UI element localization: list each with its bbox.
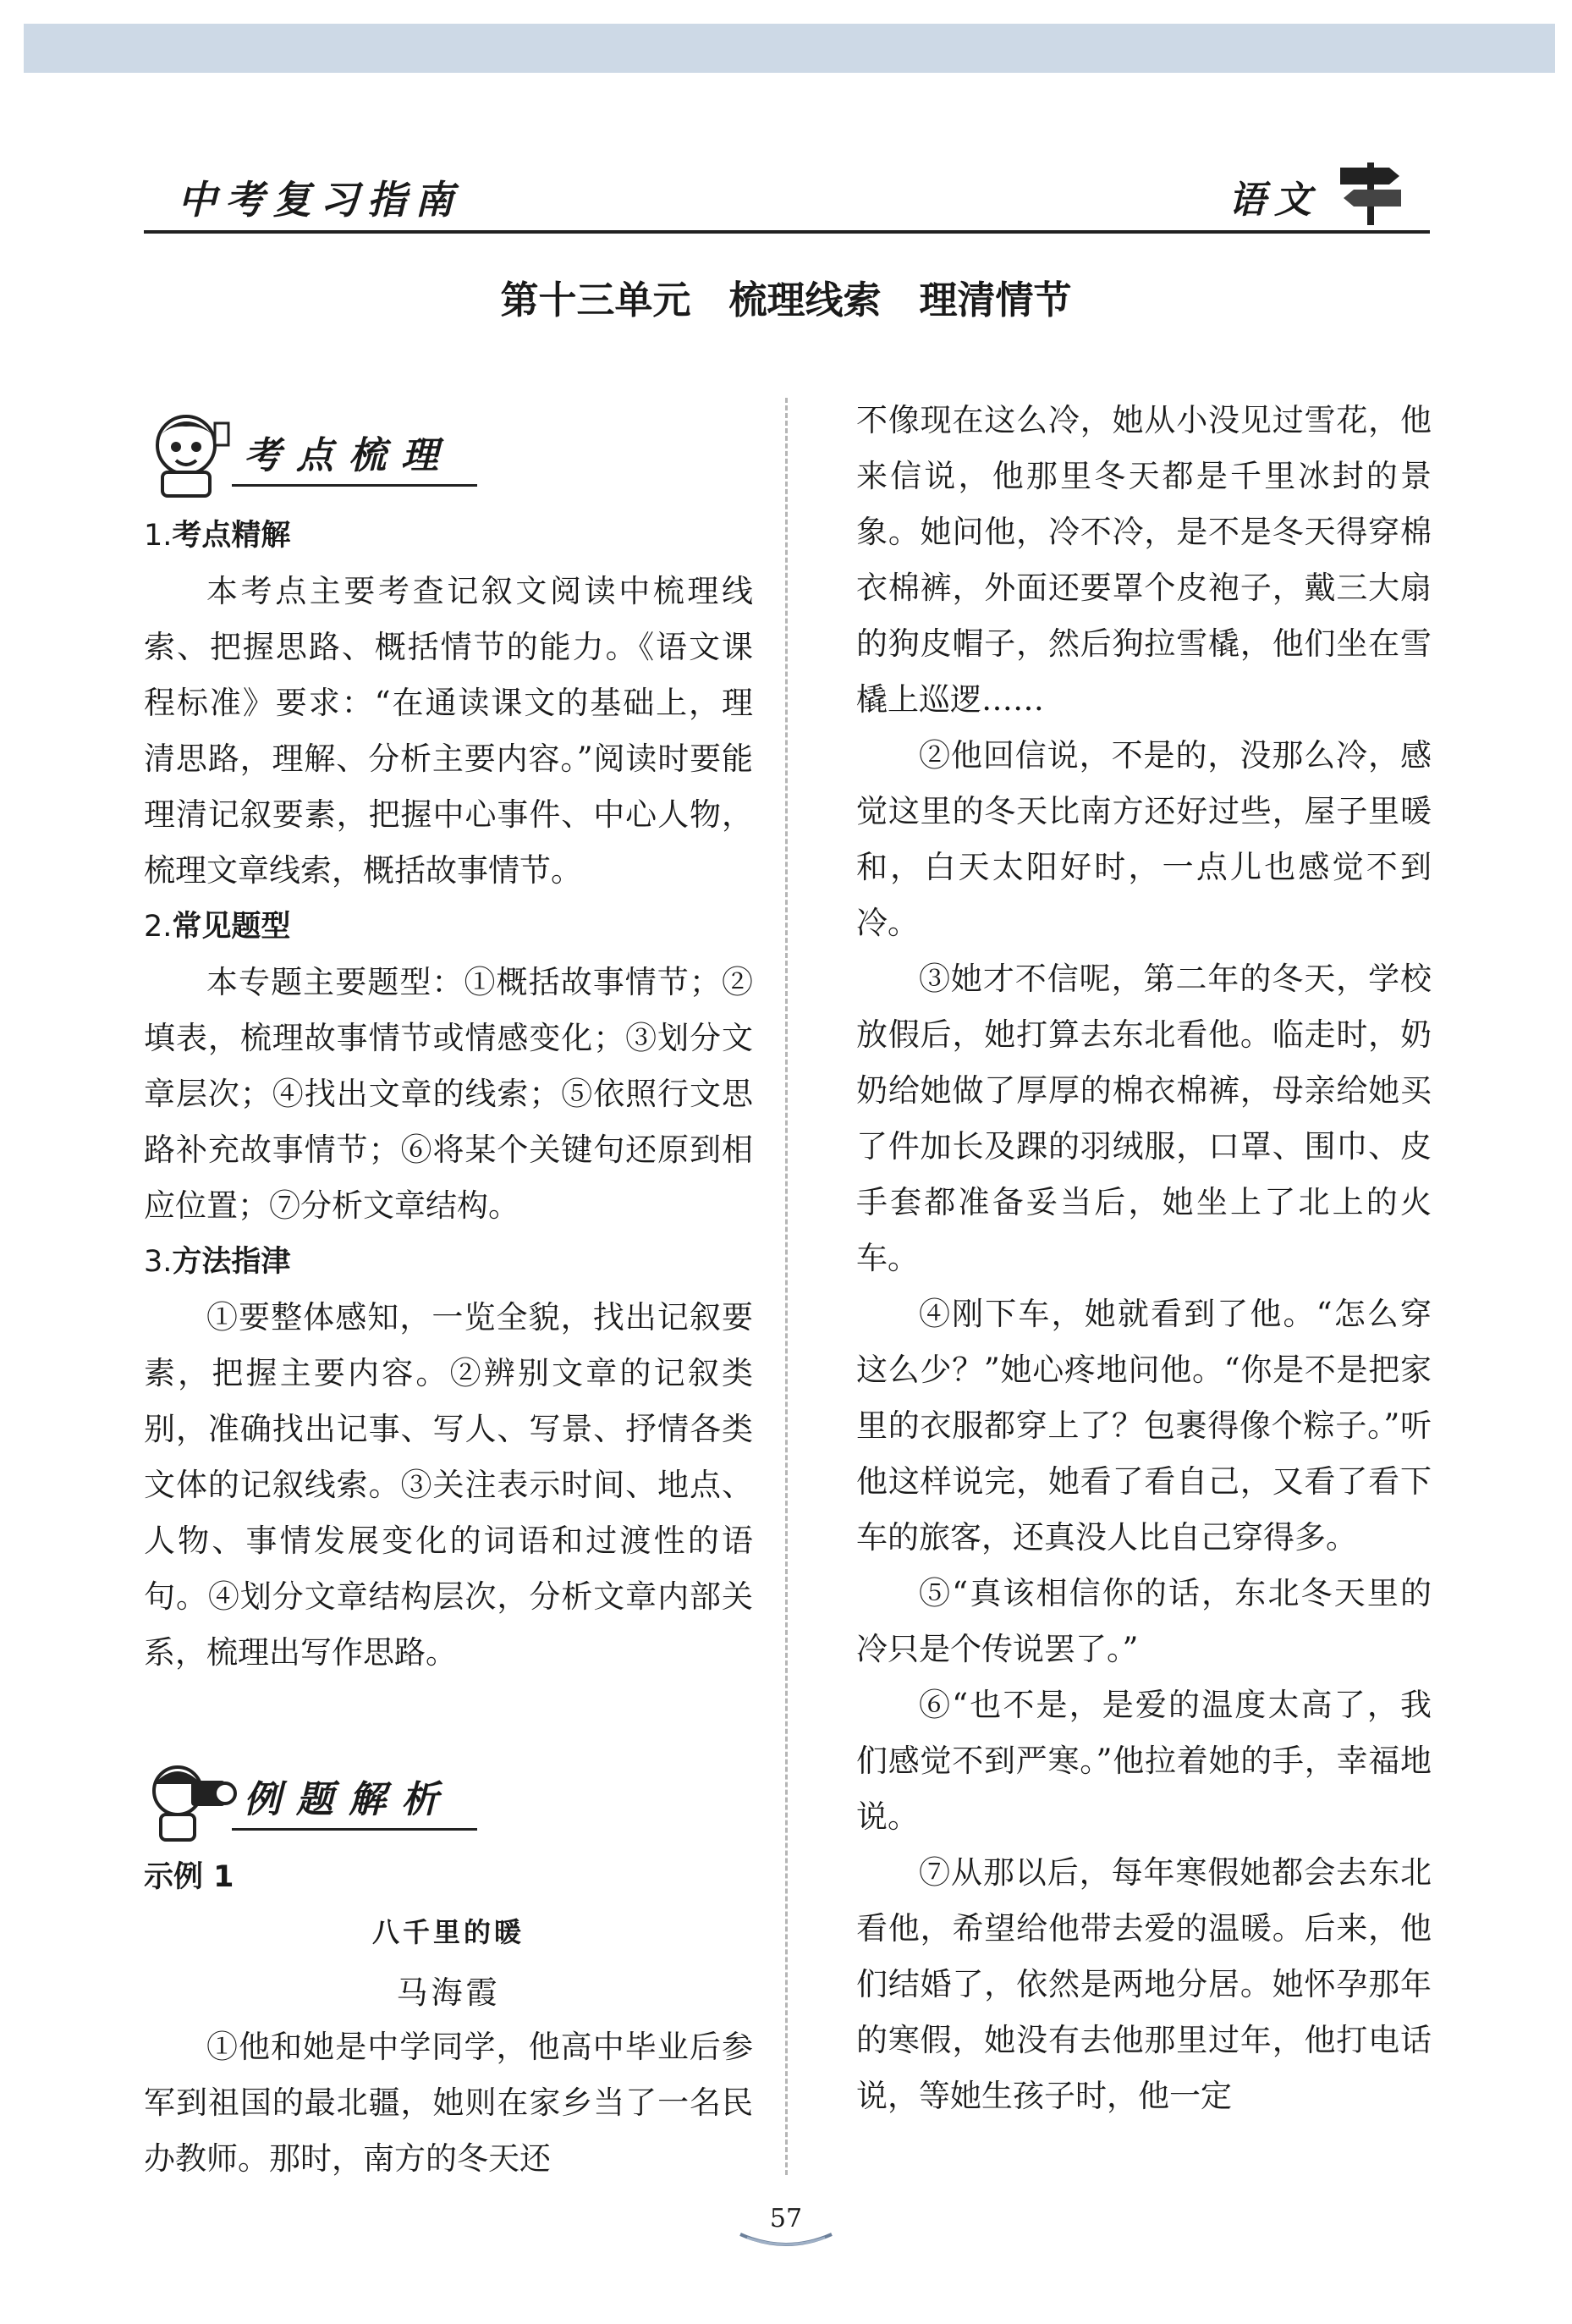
paragraph: ④刚下车，她就看到了他。“怎么穿这么少？”她心疼地问他。“你是不是把家里的衣服都穿上了？包裹得像个粽子。”听他这样说完，她看了看自己，又看了看下车的旅客，还真没人比自己穿得多。: [856, 1296, 1432, 1556]
paragraph: ①要整体感知，一览全貌，找出记叙要素，把握主要内容。②辨别文章的记叙类别，准确找出记事、写人、写景、抒情各类文体的记叙线索。③关注表示时间、地点、人物、事情发展变化的词语和过渡性的语句。④划分文章结构层次，分析文章内部关系，梳理出写作思路。: [144, 1299, 753, 1671]
subheading-3: [144, 1234, 753, 1290]
paragraph: ⑦从那以后，每年寒假她都会去东北看他，希望给他带去爱的温暖。后来，他们结婚了，依然是两地分居。她怀孕那年的寒假，她没有去他那里过年，他打电话说，等她生孩子时，他一定: [856, 1854, 1432, 2114]
banner-underline: [232, 1828, 477, 1831]
story-left-text: [144, 2019, 753, 2187]
paragraph: ⑤“真该相信你的话，东北冬天里的冷只是个传说罢了。”: [856, 1575, 1432, 1667]
subject-label: 语文: [1228, 179, 1320, 222]
banner-heading: 考点梳理: [244, 434, 453, 477]
section-banner-kaodian: [144, 406, 482, 499]
signpost-icon: [1337, 156, 1404, 225]
column-divider: [785, 398, 788, 2175]
subheading-number: 3.: [144, 1245, 173, 1279]
student-mascot-icon: [144, 406, 237, 499]
top-color-band: [24, 24, 1555, 73]
subheading-text: 方法指津: [172, 1245, 291, 1279]
book-title: 中考复习指南: [178, 177, 462, 223]
example-label: 示例 1: [144, 1860, 234, 1894]
section-banner-liti: [144, 1750, 482, 1843]
subheading-text: 常见题型: [172, 910, 291, 944]
header-rule: [144, 230, 1430, 234]
paragraph: ③她才不信呢，第二年的冬天，学校放假后，她打算去东北看他。临走时，奶奶给她做了厚厚的棉衣棉裤，母亲给她买了件加长及踝的羽绒服，口罩、围巾、皮手套都准备妥当后，她坐上了北上的火车。: [856, 961, 1432, 1276]
left-column: [144, 508, 753, 1681]
story-author: 马海霞: [396, 1974, 501, 2011]
subheading-2: [144, 899, 753, 955]
page-header: [144, 161, 1430, 229]
banner-underline: [232, 484, 477, 487]
paragraph: ⑥“也不是，是爱的温度太高了，我们感觉不到严寒。”他拉着她的手，幸福地说。: [856, 1687, 1432, 1835]
right-column: [856, 393, 1432, 2124]
paragraph: 本专题主要题型：①概括故事情节；②填表，梳理故事情节或情感变化；③划分文章层次；④找出文章的线索；⑤依照行文思路补充故事情节；⑥将某个关键句还原到相应位置；⑦分析文章结构。: [144, 964, 753, 1224]
camera-mascot-icon: [144, 1750, 237, 1843]
paragraph: 本考点主要考查记叙文阅读中梳理线索、把握思路、概括情节的能力。《语文课程标准》要求：“在通读课文的基础上，理清思路，理解、分析主要内容。”阅读时要能理清记叙要素，把握中心事件、中心人物，梳理文章线索，概括故事情节。: [144, 573, 753, 889]
page-number: 57: [769, 2204, 803, 2233]
paragraph: ②他回信说，不是的，没那么冷，感觉这里的冬天比南方还好过些，屋子里暖和，白天太阳好时，一点儿也感觉不到冷。: [856, 737, 1432, 941]
page-number-badge: [735, 2200, 837, 2251]
story-title: 八千里的暖: [371, 1916, 525, 1948]
subheading-number: 1.: [144, 519, 173, 553]
subheading-1: [144, 508, 753, 564]
paragraph: ①他和她是中学同学，他高中毕业后参军到祖国的最北疆，她则在家乡当了一名民办教师。那时，南方的冬天还: [144, 2029, 753, 2177]
banner-heading: 例题解析: [244, 1778, 453, 1821]
unit-title: 第十三单元 梳理线索 理清情节: [500, 278, 1072, 322]
subheading-text: 考点精解: [172, 519, 291, 553]
paragraph: 不像现在这么冷，她从小没见过雪花，他来信说，他那里冬天都是千里冰封的景象。她问他，冷不冷，是不是冬天得穿棉衣棉裤，外面还要罩个皮袍子，戴三大扇的狗皮帽子，然后狗拉雪橇，他们坐在雪橇上巡逻……: [856, 402, 1432, 718]
subheading-number: 2.: [144, 910, 173, 944]
